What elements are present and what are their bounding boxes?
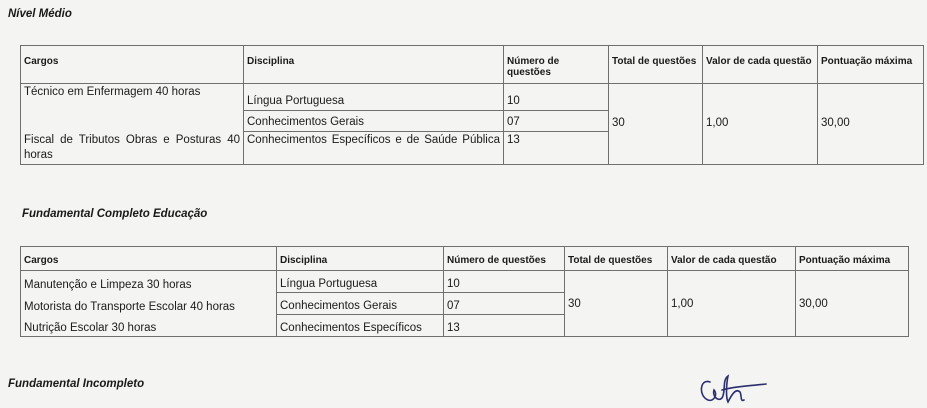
header-numero-questoes: Número de questões [504,46,609,84]
numero-cell: 07 [504,111,609,132]
handwritten-signature [692,372,772,408]
header-total-questoes: Total de questões [609,46,703,84]
cargo-cell: Fiscal de Tributos Obras e Posturas 40 horas [21,132,244,165]
numero-cell: 07 [444,293,565,315]
disciplina-cell: Conhecimentos Específicos e de Saúde Pública [244,132,504,165]
numero-cell: 13 [444,315,565,337]
header-valor-questao: Valor de cada questão [668,247,796,271]
numero-cell: 10 [504,84,609,111]
section-title-fundamental-incompleto: Fundamental Incompleto [8,378,145,390]
header-pontuacao-maxima: Pontuação máxima [818,46,924,84]
disciplina-cell: Língua Portuguesa [277,271,444,293]
total-cell: 30 [609,84,703,165]
pontuacao-cell: 30,00 [818,84,924,165]
table-nivel-medio [20,45,924,165]
valor-cell: 1,00 [668,271,796,337]
header-disciplina: Disciplina [277,247,444,271]
table-header-row [21,247,909,271]
numero-cell: 13 [504,132,609,165]
header-disciplina: Disciplina [244,46,504,84]
table-fundamental-completo [20,246,909,337]
header-pontuacao-maxima: Pontuação máxima [796,247,909,271]
header-cargos: Cargos [21,46,244,84]
header-numero-questoes: Número de questões [444,247,565,271]
pontuacao-cell: 30,00 [796,271,909,337]
table-row [21,271,909,293]
header-total-questoes: Total de questões [565,247,668,271]
cargo-cell: Nutrição Escolar 30 horas [21,315,277,337]
cargo-cell: Motorista do Transporte Escolar 40 horas [21,293,277,315]
disciplina-cell: Conhecimentos Gerais [277,293,444,315]
valor-cell: 1,00 [703,84,818,165]
header-cargos: Cargos [21,247,277,271]
total-cell: 30 [565,271,668,337]
header-valor-questao: Valor de cada questão [703,46,818,84]
section-title-fundamental-completo: Fundamental Completo Educação [22,208,208,220]
section-title-nivel-medio: Nível Médio [8,8,72,20]
cargo-cell: Técnico em Enfermagem 40 horas [21,84,244,132]
disciplina-cell: Língua Portuguesa [244,84,504,111]
disciplina-cell: Conhecimentos Específicos [277,315,444,337]
cargo-cell: Manutenção e Limpeza 30 horas [21,271,277,293]
table-row [21,84,924,111]
table-header-row [21,46,924,84]
disciplina-cell: Conhecimentos Gerais [244,111,504,132]
numero-cell: 10 [444,271,565,293]
